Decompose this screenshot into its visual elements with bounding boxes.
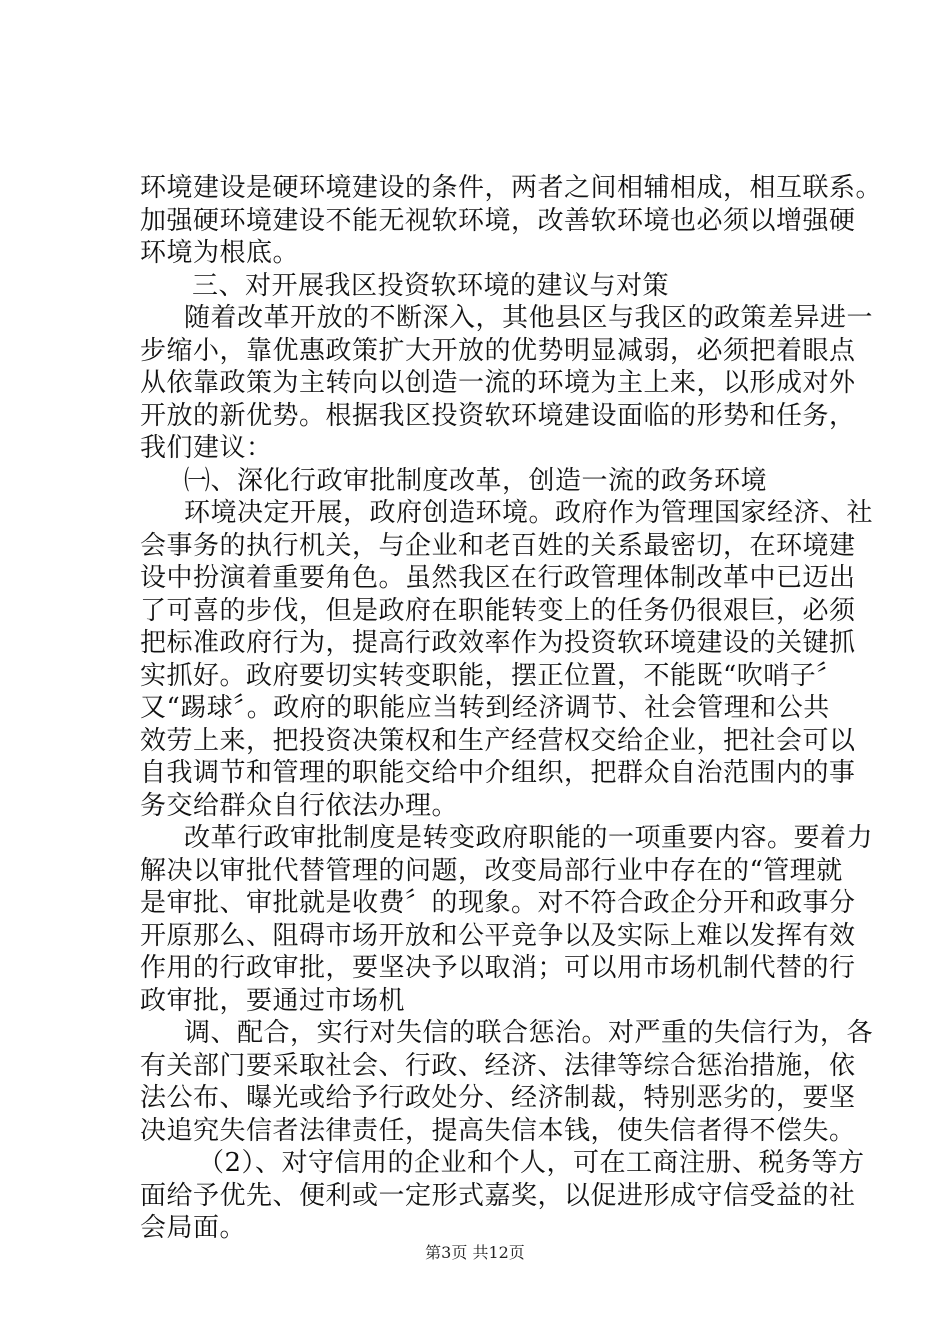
text-line: 实抓好。政府要切实转变职能，摆正位置，不能既“吹哨子〞 [140,660,843,691]
text-line: 步缩小，靠优惠政策扩大开放的优势明显减弱，必须把着眼点 [140,335,856,366]
subsection-heading: ㈠、深化行政审批制度改革，创造一流的政务环境 [184,465,768,496]
text-line: 从依靠政策为主转向以创造一流的环境为主上来，以形成对外 [140,368,856,398]
text-line: 我们建议： [140,433,273,463]
text-line: 会事务的执行机关，与企业和老百姓的关系最密切，在环境建 [140,530,856,561]
text-line: 是审批、审批就是收费〞的现象。对不符合政企分开和政事分 [140,888,856,918]
text-line: 自我调节和管理的职能交给中介组织，把群众自治范围内的事 [140,758,856,788]
text-line: 又“踢球〞。政府的职能应当转到经济调节、社会管理和公共 [140,693,830,723]
text-line: 加强硬环境建设不能无视软环境，改善软环境也必须以增强硬 [140,205,856,236]
text-line: 调、配合，实行对失信的联合惩治。对严重的失信行为，各 [184,1018,874,1048]
text-line: 环境决定开展，政府创造环境。政府作为管理国家经济、社 [184,498,874,528]
text-line: 随着改革开放的不断深入，其他县区与我区的政策差异进一 [184,303,874,333]
text-line: 改革行政审批制度是转变政府职能的一项重要内容。要着力 [184,823,874,853]
page-number-footer: 第3页 共12页 [425,1243,525,1262]
document-body [140,172,883,1245]
text-line: 把标准政府行为，提高行政效率作为投资软环境建设的关键抓 [140,628,856,658]
text-line: 设中扮演着重要角色。虽然我区在行政管理体制改革中已迈出 [140,563,856,593]
text-line: 法公布、曝光或给予行政处分、经济制裁，特别恶劣的，要坚 [140,1083,856,1113]
text-line: 解决以审批代替管理的问题，改变局部行业中存在的“管理就 [140,855,843,886]
text-line: 务交给群众自行依法办理。 [140,790,459,821]
text-line: 政审批，要通过市场机 [140,985,406,1016]
text-line: 开放的新优势。根据我区投资软环境建设面临的形势和任务， [140,400,856,431]
text-line: 环境为根底。 [140,238,300,268]
text-line: 作用的行政审批，要坚决予以取消；可以用市场机制代替的行 [140,953,856,983]
text-line: 效劳上来，把投资决策权和生产经营权交给企业，把社会可以 [140,725,856,756]
section-heading: 三、对开展我区投资软环境的建议与对策 [192,270,670,301]
text-line: 决追究失信者法律责任，提高失信本钱，使失信者得不偿失。 [140,1115,856,1146]
text-line: 环境建设是硬环境建设的条件，两者之间相辅相成，相互联系。 [140,173,883,203]
text-line: 了可喜的步伐，但是政府在职能转变上的任务仍很艰巨，必须 [140,595,856,626]
text-line: 开原那么、阻碍市场开放和公平竞争以及实际上难以发挥有效 [140,920,856,951]
text-line: 面给予优先、便利或一定形式嘉奖，以促进形成守信受益的社 [140,1180,856,1211]
text-line: （2）、对守信用的企业和个人，可在工商注册、税务等方 [198,1148,865,1178]
text-line: 会局面。 [140,1213,247,1243]
text-line: 有关部门要采取社会、行政、经济、法律等综合惩治措施，依 [140,1050,856,1081]
